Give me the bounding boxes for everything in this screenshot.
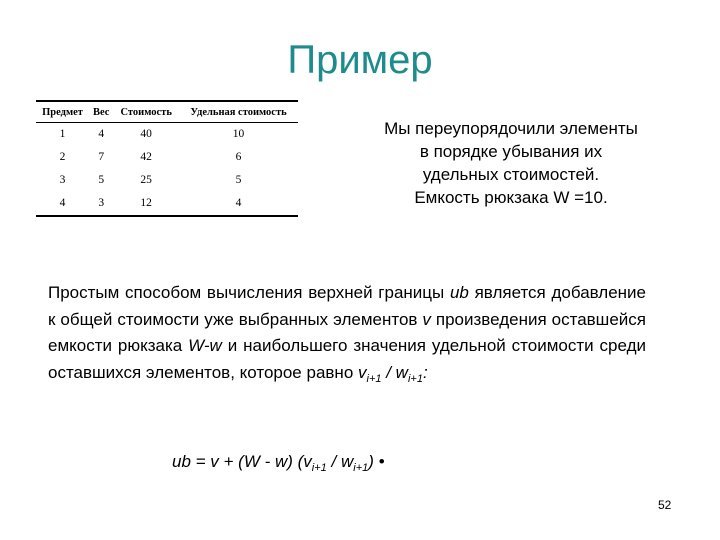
table-cell: 2: [59, 151, 66, 163]
formula-part: / w: [326, 452, 354, 471]
table-cell: 4: [179, 192, 298, 216]
table-cell: 5: [98, 174, 105, 186]
table-cell: 6: [235, 151, 242, 163]
note-line: Емкость рюкзака W =10.: [414, 188, 608, 207]
note-line: в порядке убывания их: [419, 142, 603, 161]
table-header-row: [36, 101, 298, 123]
header-item: Предмет: [36, 101, 89, 123]
explanation-paragraph: [48, 280, 646, 392]
w-next-variable: w: [395, 362, 408, 382]
subscript: i+1: [407, 372, 423, 385]
slide-title: Пример: [287, 38, 433, 82]
header-weight: Вес: [89, 101, 113, 123]
table-row: [36, 123, 298, 147]
paragraph-text: произведения оставшейся емкости рюкзака: [48, 309, 646, 355]
table-cell: 4: [98, 128, 105, 140]
table-cell: 42: [140, 151, 152, 163]
subscript: i+1: [353, 462, 369, 474]
division-sign: /: [381, 362, 396, 382]
reorder-note: [316, 117, 706, 209]
table-row: [36, 192, 298, 216]
table-cell: 12: [113, 192, 179, 216]
items-table: [36, 100, 298, 217]
table-cell: 25: [140, 174, 152, 186]
remaining-capacity-expression: W-w: [188, 336, 222, 355]
table-cell: 3: [59, 174, 66, 186]
subscript: i+1: [366, 372, 382, 385]
table-cell: 3: [89, 192, 113, 216]
paragraph-text: и наибольшего значения удельной стоимости среди оставшихся элементов, которое равно: [48, 336, 646, 382]
header-cost: Стоимость: [113, 101, 179, 123]
v-variable: v: [422, 309, 431, 329]
header-unit-cost: Удельная стоимость: [179, 101, 298, 123]
paragraph-text: является добавление к общей стоимости уже выбранных элементов: [48, 283, 646, 329]
note-line: Мы переупорядочили элементы: [384, 119, 638, 138]
table-cell: 10: [232, 128, 245, 140]
page-number: 52: [658, 498, 672, 512]
v-next-variable: v: [358, 362, 367, 382]
paragraph-text: Простым способом вычисления верхней границы: [48, 283, 450, 302]
table-cell: 40: [140, 128, 152, 140]
colon: :: [422, 362, 428, 382]
table-cell: 7: [98, 151, 105, 163]
formula-part: ) •: [368, 452, 385, 471]
upper-bound-formula: [172, 452, 385, 474]
formula-part: ub = v + (W - w) (v: [172, 452, 312, 471]
table-cell: 5: [235, 174, 242, 186]
ub-variable: ub: [449, 283, 469, 302]
note-line: удельных стоимостей.: [422, 165, 600, 184]
table-cell: 4: [36, 192, 89, 216]
table-cell: 1: [59, 128, 66, 140]
table-row: [36, 146, 298, 169]
subscript: i+1: [311, 462, 327, 474]
table-row: [36, 169, 298, 192]
